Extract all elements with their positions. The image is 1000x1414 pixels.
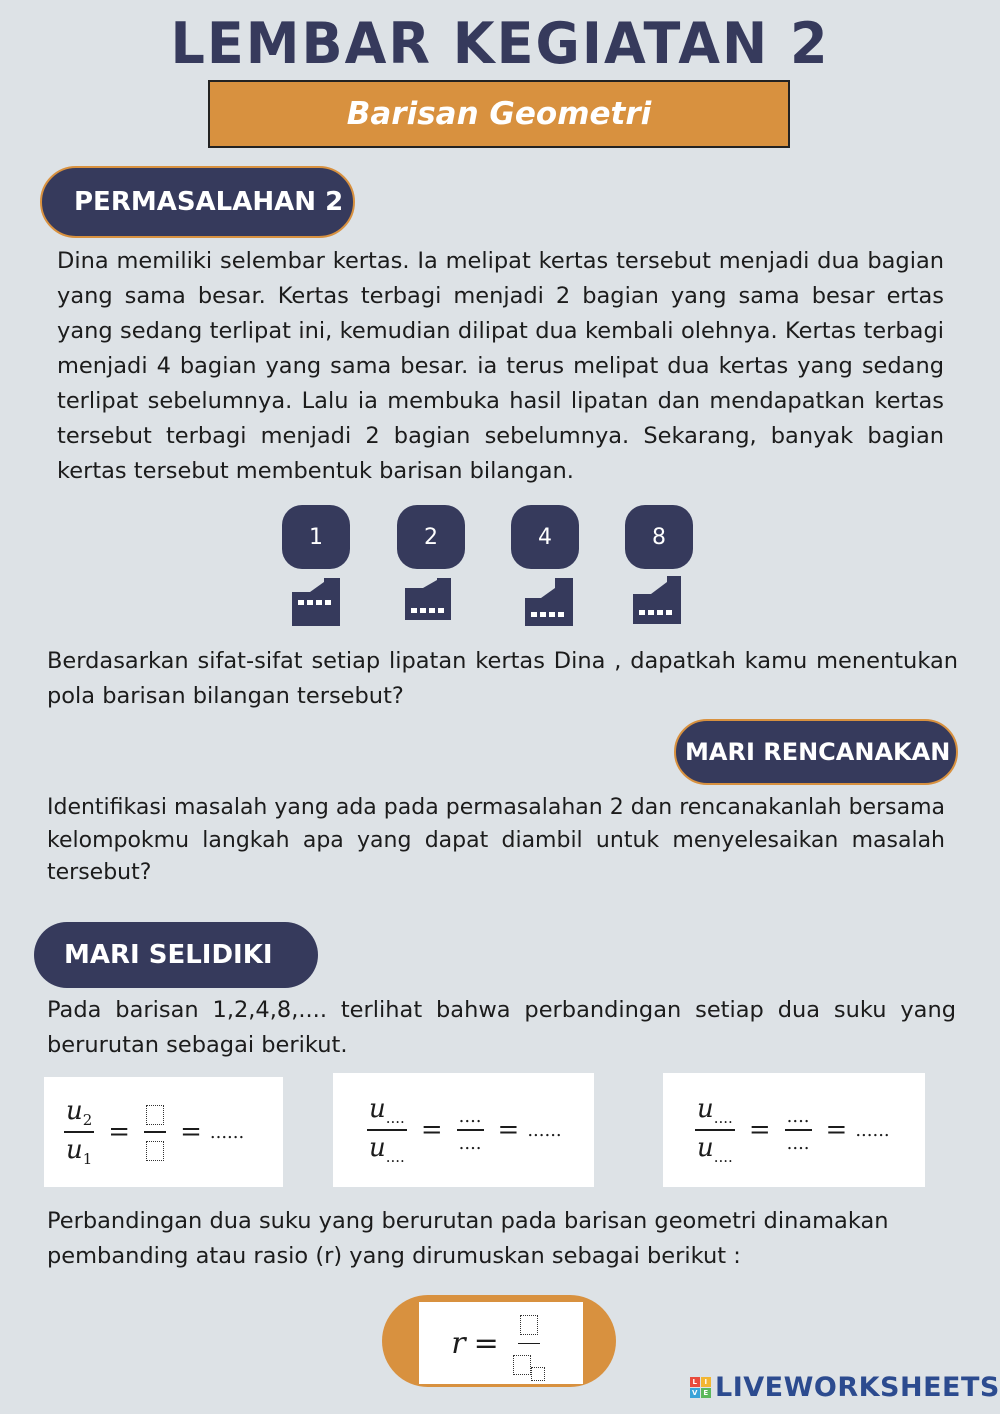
- investigate-text: Pada barisan 1,2,4,8,.... terlihat bahwa perbandingan setiap dua suku yang berurutan sebagai berikut.: [47, 997, 956, 1058]
- ratio-result-blank[interactable]: ......: [209, 1121, 245, 1143]
- section-label-plan: MARI RENCANAKAN: [674, 719, 958, 785]
- sequence-item: [282, 505, 352, 569]
- subtitle: Barisan Geometri: [346, 96, 652, 132]
- section-label-investigate: MARI SELIDIKI: [34, 922, 318, 988]
- answer-box[interactable]: [513, 1355, 531, 1375]
- ratio-input-fraction[interactable]: $\frac{....}{....}$: [786, 1106, 810, 1154]
- ratio-input-fraction[interactable]: [144, 1099, 166, 1165]
- ratio-fraction: $\frac{u_{....}}{u_{....}}$: [697, 1093, 733, 1167]
- answer-box-subscript[interactable]: [531, 1367, 545, 1381]
- question-text: Berdasarkan sifat-sifat setiap lipatan kertas Dina , dapatkah kamu menentukan pola barisan bilangan tersebut?: [47, 648, 958, 709]
- liveworksheets-logo-icon: L I V E: [690, 1377, 711, 1398]
- factory-icon: [292, 578, 342, 628]
- ratio-result-blank[interactable]: ......: [855, 1119, 890, 1141]
- answer-box[interactable]: [520, 1315, 538, 1335]
- liveworksheets-logo: L I V E LIVEWORKSHEETS: [690, 1372, 1000, 1403]
- sequence-bubble: 8: [625, 505, 693, 569]
- sequence-item: [397, 505, 467, 569]
- ratio-fraction: $\frac{u_{....}}{u_{....}}$: [369, 1093, 405, 1167]
- ratio-box: $\frac{u_2}{u_1}$ = = ......: [44, 1077, 283, 1187]
- problem-text: Dina memiliki selembar kertas. Ia melipat kertas tersebut menjadi dua bagian yang sama besar. Kertas terbagi menjadi 2 bagian yang sama besar ertas yang sedang terlipat ini, kemudian dilipat dua kembali olehnya. Kertas terbagi menjadi 4 bagian yang sama besar. ia terus melipat dua kertas yang sedang terlipat sebelumnya. Lalu ia membuka hasil lipatan dan mendapatkan kertas tersebut terbagi menjadi 2 bagian sebelumnya. Sekarang, banyak bagian kertas tersebut membentuk barisan bilangan.: [57, 248, 944, 484]
- answer-box[interactable]: [146, 1105, 164, 1125]
- sequence-item: [511, 505, 581, 569]
- sequence-item: [625, 505, 695, 569]
- section-label-problem: PERMASALAHAN 2: [40, 166, 355, 238]
- ratio-formula: r =: [419, 1302, 583, 1384]
- formula-fraction[interactable]: [513, 1306, 545, 1381]
- sequence-bubble: 1: [282, 505, 350, 569]
- ratio-fraction: $\frac{u_2}{u_1}$: [66, 1095, 93, 1169]
- factory-icon: [525, 578, 575, 628]
- factory-icon: [405, 578, 455, 623]
- factory-icon: [633, 576, 683, 626]
- ratio-box: $\frac{u_{....}}{u_{....}}$ = $\frac{....}{....}$ = ......: [663, 1073, 925, 1187]
- subtitle-box: [208, 80, 790, 148]
- conclusion-text: Perbandingan dua suku yang berurutan pada barisan geometri dinamakan pembanding atau rasio (r) yang dirumuskan sebagai berikut :: [47, 1208, 889, 1269]
- sequence-bubble: 4: [511, 505, 579, 569]
- plan-text: Identifikasi masalah yang ada pada permasalahan 2 dan rencanakanlah bersama kelompokmu langkah apa yang dapat diambil untuk menyelesaikan masalah tersebut?: [47, 795, 945, 885]
- answer-box[interactable]: [146, 1141, 164, 1161]
- page-title: LEMBAR KEGIATAN 2: [170, 10, 830, 77]
- sequence-bubble: 2: [397, 505, 465, 569]
- ratio-input-fraction[interactable]: $\frac{....}{....}$: [458, 1106, 482, 1154]
- ratio-result-blank[interactable]: ......: [527, 1119, 562, 1141]
- ratio-box: $\frac{u_{....}}{u_{....}}$ = $\frac{....}{....}$ = ......: [333, 1073, 594, 1187]
